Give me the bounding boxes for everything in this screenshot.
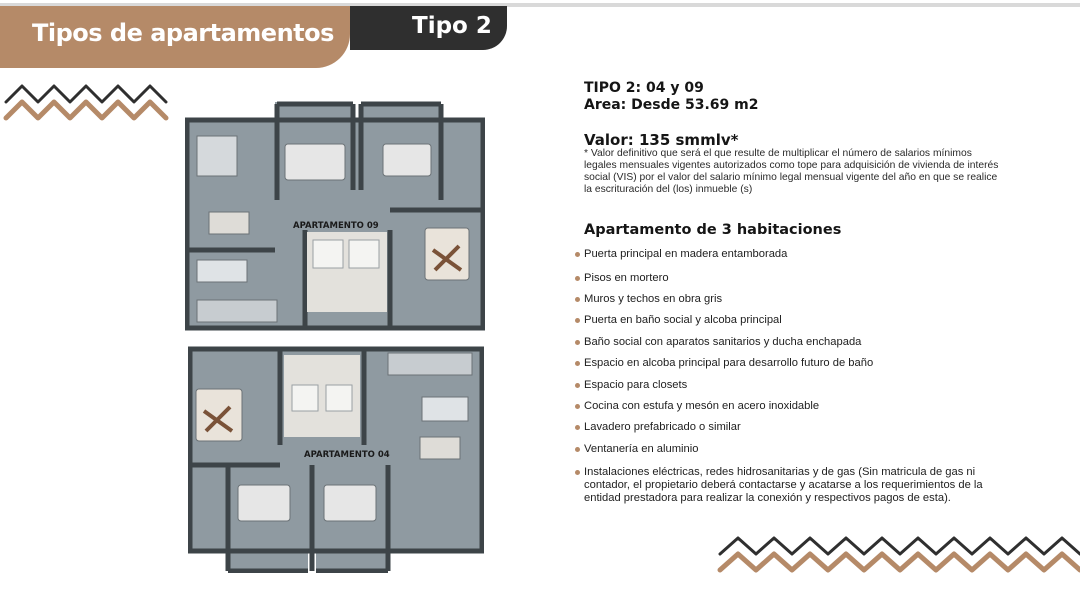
bullet-dot-icon — [575, 447, 580, 452]
list-item: Instalaciones eléctricas, redes hidrosanitarias y de gas (Sin matricula de gas ni contador, el propietario deberá contactarse y acatarse a los requerimientos de la entidad prestadora para realizar la conexión y respectivos pagos de esta). — [575, 466, 995, 505]
zigzag-ornament-top — [2, 76, 170, 128]
bullet-dot-icon — [575, 361, 580, 366]
area-line: Area: Desde 53.69 m2 — [584, 97, 759, 113]
type-details — [584, 80, 758, 114]
list-item: Espacio para closets — [575, 379, 1005, 392]
list-item: Ventanería en aluminio — [575, 443, 1005, 456]
list-item: Espacio en alcoba principal para desarrollo futuro de baño — [575, 357, 1005, 370]
bullet-dot-icon — [575, 252, 580, 257]
floor-plan-apartamento-09 — [185, 100, 485, 332]
bullet-dot-icon — [575, 425, 580, 430]
value-footnote: * Valor definitivo que será el que resulte de multiplicar el número de salarios mínimos legales mensuales vigentes autorizados como tope para adquisición de vivienda de interés social (VIS) por el valor del salario mínimo legal mensual vigente del año en que se realice la escrituración del (los) inmueble (s) — [584, 148, 999, 195]
list-item: Pisos en mortero — [575, 272, 1005, 285]
list-item: Puerta principal en madera entamborada — [575, 248, 1005, 261]
list-item: Baño social con aparatos sanitarios y ducha enchapada — [575, 336, 1005, 349]
type-number-line: TIPO 2: 04 y 09 — [584, 80, 704, 96]
list-item: Cocina con estufa y mesón en acero inoxidable — [575, 400, 1005, 413]
value-line: Valor: 135 smmlv* — [584, 131, 739, 149]
section-title: Tipos de apartamentos — [32, 19, 334, 47]
list-item: Muros y techos en obra gris — [575, 293, 1005, 306]
list-item: Puerta en baño social y alcoba principal — [575, 314, 1005, 327]
bullet-dot-icon — [575, 318, 580, 323]
bullet-dot-icon — [575, 297, 580, 302]
list-item: Lavadero prefabricado o similar — [575, 421, 1005, 434]
section-title-banner — [0, 6, 350, 68]
type-label: Tipo 2 — [412, 13, 492, 39]
plan-label-top: APARTAMENTO 09 — [293, 221, 379, 231]
bullet-dot-icon — [575, 383, 580, 388]
floor-plan-apartamento-04 — [188, 345, 484, 573]
type-banner — [350, 6, 507, 50]
bullet-dot-icon — [575, 470, 580, 475]
bullet-dot-icon — [575, 340, 580, 345]
zigzag-ornament-bottom — [716, 530, 1080, 580]
bullet-dot-icon — [575, 404, 580, 409]
bullet-dot-icon — [575, 276, 580, 281]
plan-label-bottom: APARTAMENTO 04 — [304, 450, 390, 460]
features-title: Apartamento de 3 habitaciones — [584, 222, 842, 238]
